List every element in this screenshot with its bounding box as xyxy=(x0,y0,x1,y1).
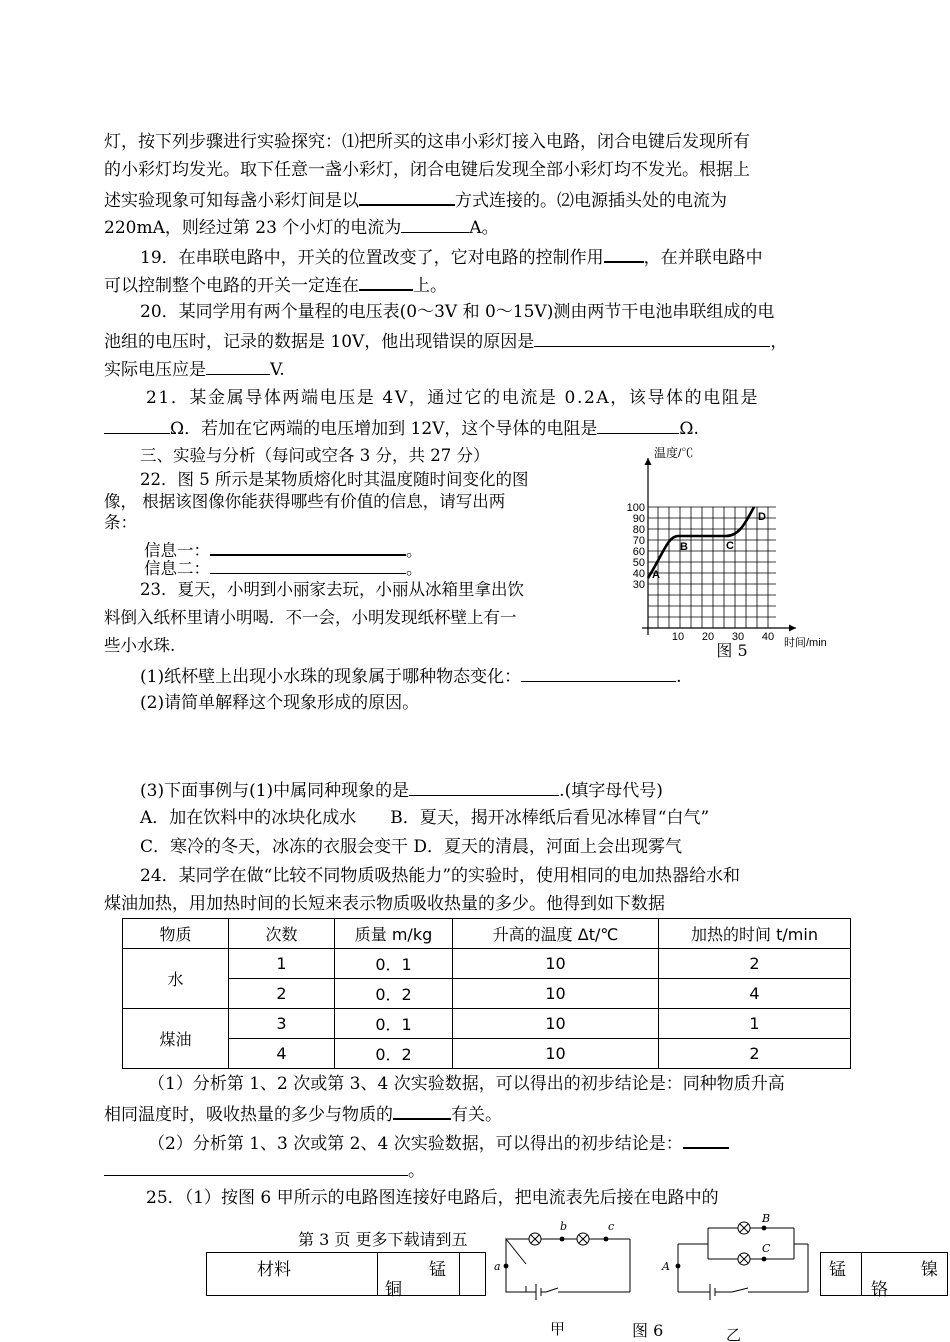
y-tick-label: 100 xyxy=(626,502,645,514)
y-tick-label: 70 xyxy=(632,535,645,547)
table-cell: 0．2 xyxy=(335,1039,453,1069)
table-cell: 2 xyxy=(659,1039,851,1069)
y-tick-label: 50 xyxy=(632,557,645,569)
table-row xyxy=(123,949,851,979)
text-line: 像， 根据该图像你能获得哪些有价值的信息，请写出两 xyxy=(104,492,506,511)
data-table xyxy=(122,918,851,1069)
point-label-b: B xyxy=(680,541,688,553)
figure-5-graph xyxy=(608,440,848,662)
point-label-c: C xyxy=(726,540,734,552)
table-row xyxy=(123,979,851,1009)
material-cell: 铜 xyxy=(385,1280,402,1300)
material-label: 材料 xyxy=(257,1260,291,1280)
table-cell: 4 xyxy=(659,979,851,1009)
table-cell: 2 xyxy=(659,949,851,979)
table-cell: 10 xyxy=(453,949,659,979)
circuit-a-label-b: b xyxy=(560,1220,568,1233)
question-23-3: (3)下面事例与(1)中属同种现象的是 .(填字母代号) xyxy=(140,778,663,802)
table-cell: 1 xyxy=(229,949,335,979)
question-23-2: (2)请简单解释这个现象形成的原因。 xyxy=(140,693,420,713)
table-cell: 10 xyxy=(453,979,659,1009)
table-header-cell: 物质 xyxy=(123,919,229,949)
text-line: Ω．若加在它两端的电压增加到 12V，这个导体的电阻是 Ω. xyxy=(104,416,699,440)
text-line: 。 xyxy=(104,1158,425,1182)
text-line: 条： xyxy=(104,513,137,532)
info-two: 信息二： 。 xyxy=(144,556,423,579)
question-24: 24．某同学在做“比较不同物质吸热能力”的实验时，使用相同的电加热器给水和 xyxy=(140,866,741,886)
option-ab: A．加在饮料中的冰块化成水 B．夏天，揭开冰棒纸后看见冰棒冒“白气” xyxy=(140,808,710,828)
grid-lines xyxy=(648,507,776,628)
question-19: 19．在串联电路中，开关的位置改变了，它对电路的控制作用 ，在并联电路中 xyxy=(140,244,763,269)
substance-cell: 煤油 xyxy=(123,1009,229,1069)
table-row xyxy=(123,1009,851,1039)
x-tick-label: 10 xyxy=(671,631,685,643)
y-tick-label: 40 xyxy=(632,568,645,580)
text-line: 料倒入纸杯里请小明喝．不一会，小明发现纸杯壁上有一 xyxy=(104,608,517,627)
table-cell: 1 xyxy=(659,1009,851,1039)
graph-ylabel: 温度/℃ xyxy=(654,446,694,460)
material-cell: 镍 xyxy=(921,1260,938,1280)
table-cell: 0．2 xyxy=(335,979,453,1009)
material-cell: 锰 xyxy=(429,1260,446,1280)
table-cell: 10 xyxy=(453,1039,659,1069)
table-cell: 10 xyxy=(453,1009,659,1039)
material-cell: 锰 xyxy=(829,1260,846,1280)
circuit-b-label-c: C xyxy=(762,1242,771,1255)
question-23-1: (1)纸杯壁上出现小水珠的现象属于哪种物态变化： . xyxy=(140,664,682,688)
info-one: 信息一： 。 xyxy=(144,537,423,561)
table-header-cell: 次数 xyxy=(229,919,335,949)
question-25: 25．（1）按图 6 甲所示的电路图连接好电路后，把电流表先后接在电路中的 xyxy=(146,1188,719,1208)
table-cell: 4 xyxy=(229,1039,335,1069)
table-header-row xyxy=(123,919,851,949)
y-tick-label: 80 xyxy=(632,524,645,536)
table-cell: 3 xyxy=(229,1009,335,1039)
text-line: 煤油加热，用加热时间的长短来表示物质吸收热量的多少。他得到如下数据 xyxy=(104,894,665,914)
circuit-a xyxy=(506,1233,630,1300)
text-line: 实际电压应是 V. xyxy=(104,357,285,381)
graph-xlabel: 时间/min xyxy=(784,637,827,649)
table-cell: 2 xyxy=(229,979,335,1009)
text-line: 灯，按下列步骤进行实验探究：⑴把所买的这串小彩灯接入电路，闭合电键后发现所有 xyxy=(104,132,750,152)
circuit-b-label-b: B xyxy=(762,1214,771,1225)
question-20: 20．某同学用有两个量程的电压表(0～3V 和 0～15V)测由两节干电池串联组成的电 xyxy=(140,302,775,322)
table-row xyxy=(123,1039,851,1069)
option-cd: C．寒冷的冬天，冰冻的衣服会变干 D．夏天的清晨，河面上会出现雾气 xyxy=(140,837,683,857)
figure-5-caption: 图 5 xyxy=(716,641,748,660)
table-header-cell: 加热的时间 t/min xyxy=(659,919,851,949)
y-tick-label: 30 xyxy=(632,579,645,591)
figure-6-circuits xyxy=(486,1214,816,1342)
circuit-a-label-c: c xyxy=(608,1220,615,1233)
material-table xyxy=(206,1252,486,1300)
footer-text: 第 3 页 更多下载请到五 xyxy=(298,1230,468,1249)
circuit-a-label-a: a xyxy=(494,1260,501,1273)
substance-cell: 水 xyxy=(123,949,229,1009)
circuit-b-caption: 乙 xyxy=(726,1326,742,1342)
question-23: 23．夏天，小明到小丽家去玩，小丽从冰箱里拿出饮 xyxy=(140,580,524,599)
material-table-right xyxy=(820,1252,948,1300)
question-24-1: （1）分析第 1、2 次或第 3、4 次实验数据，可以得出的初步结论是：同种物质升高 xyxy=(148,1074,785,1094)
x-tick-label: 20 xyxy=(701,631,715,643)
text-line: 的小彩灯均发光。取下任意一盏小彩灯，闭合电键后发现全部小彩灯均不发光。根据上 xyxy=(104,160,750,180)
point-label-d: D xyxy=(758,511,766,523)
section-heading: 三、实验与分析（每问或空各 3 分，共 27 分） xyxy=(140,446,490,465)
question-24-2: （2）分析第 1、3 次或第 2、4 次实验数据，可以得出的初步结论是： xyxy=(148,1130,729,1155)
material-cell: 铬 xyxy=(871,1280,888,1300)
question-21: 21．某金属导体两端电压是 4V，通过它的电流是 0.2A，该导体的电阻是 xyxy=(146,388,760,408)
text-line: 些小水珠. xyxy=(104,636,176,655)
point-label-a: A xyxy=(652,569,660,581)
text-line: 池组的电压时，记录的数据是 10V，他出现错误的原因是 ， xyxy=(104,329,787,353)
table-cell: 0．1 xyxy=(335,949,453,979)
text-line: 相同温度时，吸收热量的多少与物质的 有关。 xyxy=(104,1101,502,1126)
circuit-a-caption: 甲 xyxy=(550,1320,566,1338)
table-cell: 0．1 xyxy=(335,1009,453,1039)
text-line: 可以控制整个电路的开关一定连在 上。 xyxy=(104,272,447,297)
y-tick-label: 90 xyxy=(632,513,645,525)
circuit-b xyxy=(678,1222,808,1300)
text-line: 220mA，则经过第 23 个小灯的电流为 A。 xyxy=(104,215,499,239)
circuit-b-label-a: A xyxy=(662,1260,670,1273)
table-header-cell: 升高的温度 Δt/℃ xyxy=(453,919,659,949)
table-header-cell: 质量 m/kg xyxy=(335,919,453,949)
y-tick-label: 60 xyxy=(632,546,645,558)
question-22: 22．图 5 所示是某物质熔化时其温度随时间变化的图 xyxy=(140,470,529,489)
text-line: 述实验现象可知每盏小彩灯间是以 方式连接的。⑵电源插头处的电流为 xyxy=(104,187,727,212)
figure-6-caption: 图 6 xyxy=(632,1321,664,1340)
x-tick-label: 40 xyxy=(761,631,775,643)
x-tick-label: 30 xyxy=(731,631,745,643)
